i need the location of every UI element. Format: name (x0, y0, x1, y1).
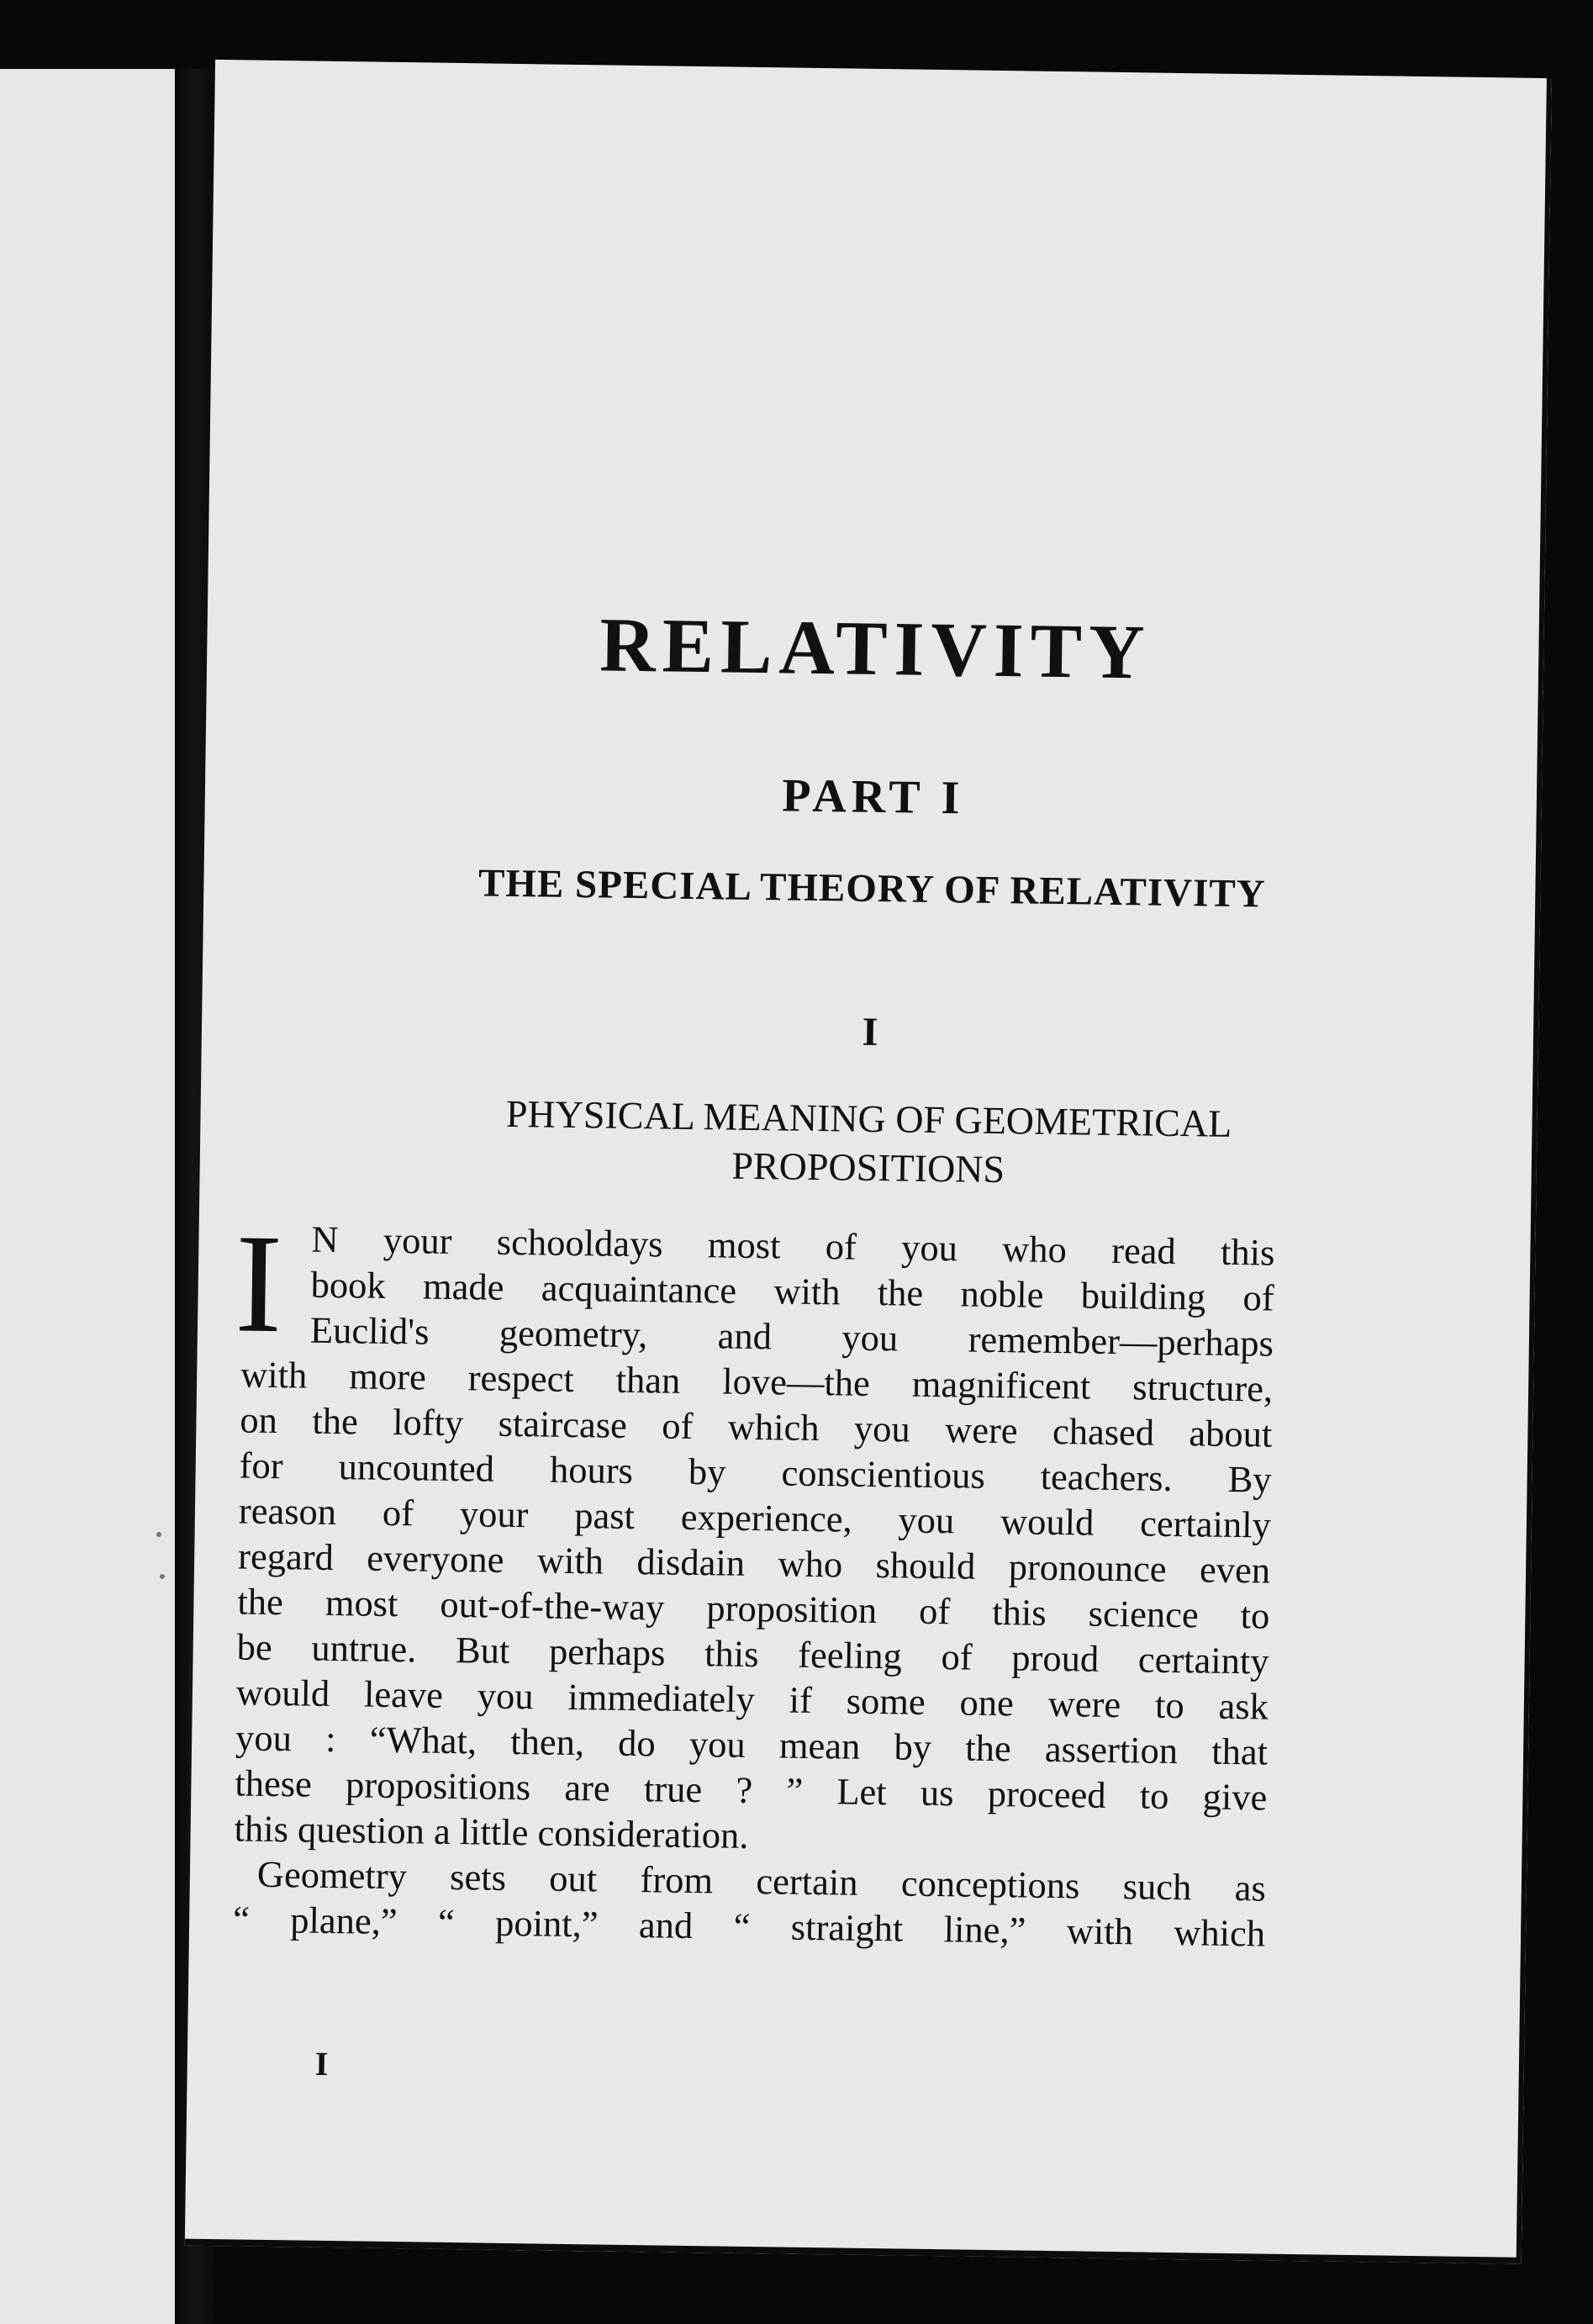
chapter-title-line: PROPOSITIONS (731, 1144, 1005, 1191)
book-page (185, 60, 1552, 2264)
page-speck (160, 1574, 165, 1579)
text-line: reason of your past experience, you would certainly (238, 1489, 1272, 1546)
text-line: Geometry sets out from certain conceptions such as (256, 1852, 1267, 1909)
text-line: would leave you immediately if some one were to ask (235, 1671, 1269, 1728)
text-line: “ plane,” “ point,” and “ straight line,” with which (232, 1898, 1266, 1955)
part-title: THE SPECIAL THEORY OF RELATIVITY (477, 861, 1267, 916)
book-title: RELATIVITY (599, 601, 1153, 695)
text-line: book made acquaintance with the noble building of (310, 1263, 1274, 1319)
facing-page-edge (0, 69, 175, 2324)
drop-cap: I (234, 1205, 284, 1363)
text-line: regard everyone with disdain who should pronounce even (237, 1534, 1271, 1592)
text-line: for uncounted hours by conscientious teachers. By (239, 1444, 1272, 1501)
text-line: N your schooldays most of you who read this (311, 1217, 1275, 1274)
page-number: I (314, 2044, 329, 2084)
text-line: be untrue. But perhaps this feeling of proud certainty (236, 1625, 1269, 1682)
text-line: on the lofty staircase of which you were chased about (240, 1398, 1273, 1455)
chapter-title (199, 1085, 1537, 1202)
text-line: with more respect than love—the magnificent structure, (240, 1353, 1274, 1410)
page-speck (156, 1532, 161, 1537)
body-text (232, 1205, 1275, 1956)
text-line: Euclid's geometry, and you remember—perhaps (309, 1308, 1274, 1365)
text-line: the most out-of-the-way proposition of this science to (237, 1580, 1270, 1637)
chapter-number: I (862, 1009, 878, 1055)
part-heading: PART I (781, 769, 965, 825)
text-line: you : “What, then, do you mean by the assertion that (235, 1716, 1269, 1773)
text-line: this question a little consideration. (234, 1807, 749, 1857)
text-line: these propositions are true ? ” Let us proceed to give (235, 1761, 1268, 1819)
chapter-title-line: PHYSICAL MEANING OF GEOMETRICAL (505, 1091, 1232, 1145)
